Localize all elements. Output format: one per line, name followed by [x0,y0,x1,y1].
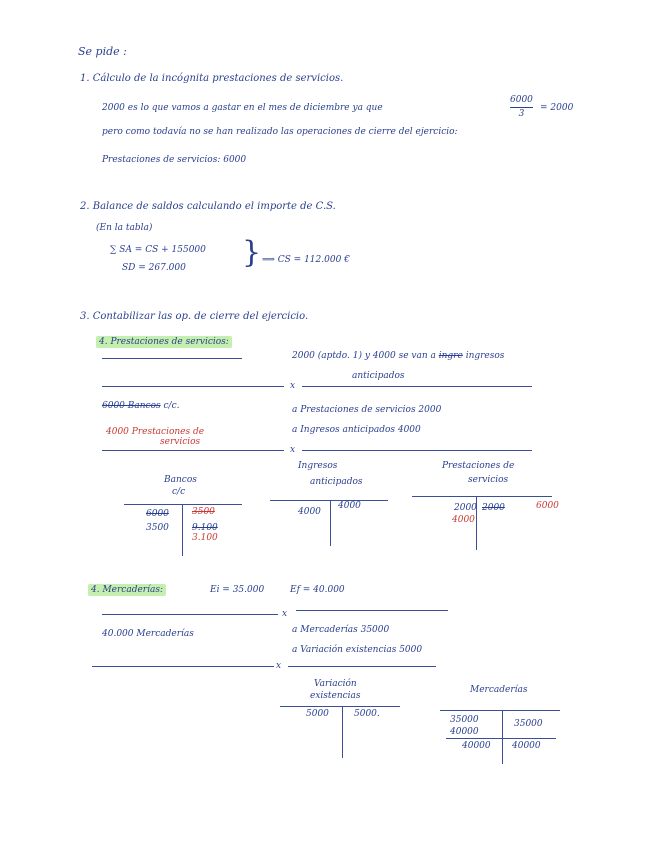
journal2-credit-1: a Mercaderías 35000 [292,625,390,635]
note-text-2: ingresos [465,351,505,361]
t3-top-rule [412,496,552,497]
q3-sub2-label [88,586,166,595]
q2-eq1: ∑ SA = CS + 155000 [110,245,206,255]
t1-right-3: 3.100 [192,533,218,543]
t1-left-2: 3500 [146,523,169,533]
q3-sub2-ef: Ef = 40.000 [290,585,345,595]
q1-fraction [510,96,533,119]
t1-vertical [182,504,183,556]
q1-line1: 2000 es lo que vamos a gastar en el mes de diciembre ya que [102,103,383,113]
t5-top-rule [440,710,560,711]
t1-top-rule [124,504,242,505]
journal-x-mark: x [290,381,296,391]
q3-heading: 3. Contabilizar las op. de cierre del ejercicio. [80,311,309,322]
journal2-credit-2: a Variación existencias 5000 [292,645,423,655]
q1-heading: 1. Cálculo de la incógnita prestaciones de servicios. [80,73,344,84]
struck-text: ingre [438,351,463,361]
page-title: Se pide : [78,45,127,58]
journal2-rule-right [296,610,448,611]
brace-symbol: } [242,235,262,270]
journal2-rule-left-2 [92,666,274,667]
t3-right-2: 6000 [536,501,559,511]
journal-credit-1: a Prestaciones de servicios 2000 [292,405,442,415]
q3-sub1-note [292,352,504,361]
q3-sub2-ei: Ei = 35.000 [210,585,265,595]
journal-debit-2b: servicios [160,437,201,447]
t5-right-total: 40000 [512,741,541,751]
journal2-x-mark-2: x [276,661,282,671]
t3-left-2: 4000 [452,515,475,525]
t2-top-rule [270,500,388,501]
q1-line2: pero como todavía no se han realizado las operaciones de cierre del ejercicio: [102,127,458,137]
journal-x-mark-2: x [290,445,296,455]
t3-right-1: 2000 [482,503,505,513]
journal-rule-left-2 [102,450,284,451]
journal-rule-left [102,386,284,387]
t2-title-1: Ingresos [298,461,338,471]
t4-left-1: 5000 [306,709,329,719]
t5-left-1: 35000 [450,715,479,725]
q2-eq2: SD = 267.000 [122,263,186,273]
q1-line3: Prestaciones de servicios: 6000 [102,155,247,165]
journal-credit-2: a Ingresos anticipados 4000 [292,425,421,435]
note-text: 2000 (aptdo. 1) y 4000 se van a [292,351,436,361]
t3-left-1: 2000 [454,503,477,513]
t4-right-1: 5000. [354,709,380,719]
t5-left-total: 40000 [462,741,491,751]
t2-right-1: 4000 [338,501,361,511]
journal-debit-2: 4000 Prestaciones de [106,427,205,437]
account-suffix: c/c. [163,401,180,411]
t1-title-2: c/c [172,487,186,497]
t4-title-2: existencias [310,691,361,701]
journal2-rule-left [102,614,278,615]
journal2-debit: 40.000 Mercaderías [102,629,194,639]
t5-title-1: Mercaderías [470,685,528,695]
journal-rule-right-2 [302,450,532,451]
handwritten-page [62,30,592,820]
t4-top-rule [280,706,400,707]
struck-account: 6000 Bancos [102,401,161,411]
t3-title-1: Prestaciones de [442,461,515,471]
journal-debit-1 [102,402,179,411]
q2-note: (En la tabla) [96,223,153,233]
t4-title-1: Variación [314,679,357,689]
q2-heading: 2. Balance de saldos calculando el importe de C.S. [80,201,336,212]
fraction-bar [510,107,533,108]
t1-left-1: 6000 [146,509,169,519]
t5-right-1: 35000 [514,719,543,729]
t2-vertical [330,500,331,546]
q2-result: ⟹ CS = 112.000 € [262,255,350,265]
t5-vertical [502,710,503,764]
t1-right-1: 3500 [192,507,215,517]
q1-fraction-result: = 2000 [540,103,574,113]
t3-title-2: servicios [468,475,509,485]
fraction-denominator: 3 [518,109,525,119]
t2-title-2: anticipados [310,477,363,487]
t2-left-1: 4000 [298,507,321,517]
t5-total-rule [446,738,556,739]
q3-sub1-label [96,338,232,347]
t5-left-2: 40000 [450,727,479,737]
t1-title-1: Bancos [164,475,197,485]
t4-vertical [342,706,343,758]
underline [102,358,242,359]
q3-sub1-note3: anticipados [352,371,405,381]
journal-rule-right [302,386,532,387]
highlighted-label: 4. Prestaciones de servicios: [96,336,232,348]
journal2-x-mark: x [282,609,288,619]
t1-right-2: 9.100 [192,523,218,533]
fraction-numerator: 6000 [510,95,533,105]
highlighted-label-2: 4. Mercaderías: [88,584,166,596]
journal2-rule-right-2 [288,666,436,667]
